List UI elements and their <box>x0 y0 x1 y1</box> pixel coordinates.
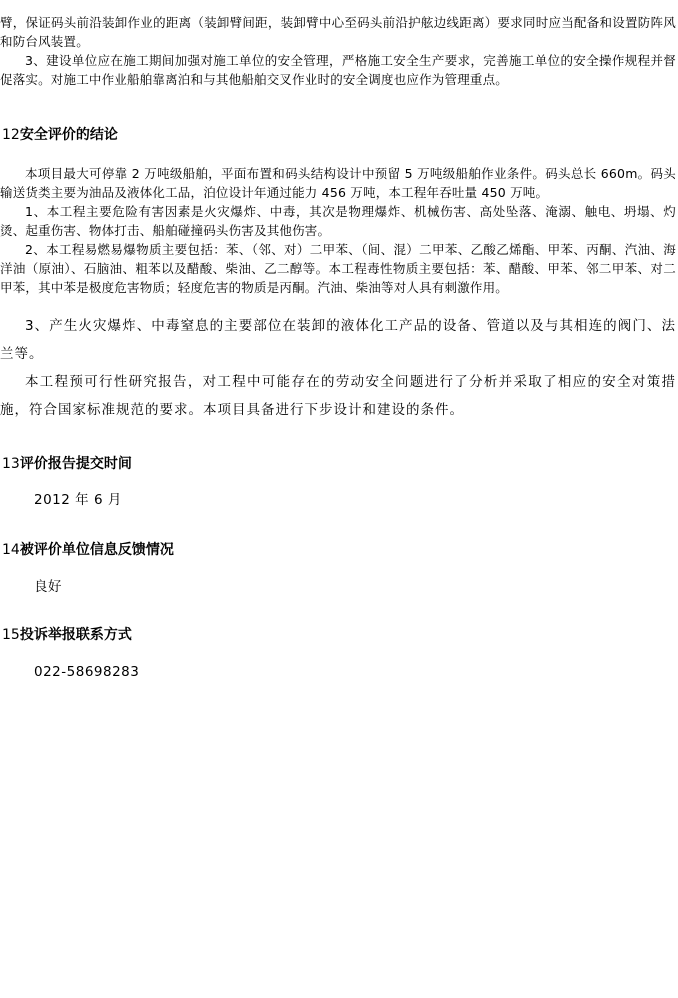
section-title: 评价报告提交时间 <box>19 456 132 472</box>
paragraph-construction-safety: 3、建设单位应在施工期间加强对施工单位的安全管理，严格施工安全生产要求，完善施工单位的安全操作规程并督促落实。对施工中作业船舶靠离泊和与其他船舶交叉作业时的安全调度也应作为管理重点。 <box>0 53 676 87</box>
section-number: 13 <box>2 456 20 472</box>
section-title: 被评价单位信息反馈情况 <box>19 542 174 558</box>
section-title: 安全评价的结论 <box>19 127 118 143</box>
complaint-phone-number: 022-58698283 <box>34 664 140 680</box>
section-number: 12 <box>2 127 20 143</box>
section-number: 14 <box>2 542 20 558</box>
section-heading-15 <box>2 625 132 645</box>
paragraph-hazard-factors: 1、本工程主要危险有害因素是火灾爆炸、中毒，其次是物理爆炸、机械伤害、高处坠落、淹溺、触电、坍塌、灼烫、起重伤害、物体打击、船舶碰撞码头伤害及其他伤害。 <box>0 204 676 238</box>
paragraph-main-risk-locations: 3、产生火灾爆炸、中毒窒息的主要部位在装卸的液体化工产品的设备、管道以及与其相连的阀门、法兰等。 <box>0 318 676 362</box>
section-heading-14 <box>2 540 174 560</box>
section-title: 投诉举报联系方式 <box>19 627 132 643</box>
section-heading-12 <box>2 125 118 145</box>
paragraph-loading-arm-spacing: 臂，保证码头前沿装卸作业的距离（装卸臂间距，装卸臂中心至码头前沿护舷边线距离）要求同时应当配备和设置防阵风和防台风装置。 <box>0 15 676 49</box>
paragraph-project-overview: 本项目最大可停靠 2 万吨级船舶，平面布置和码头结构设计中预留 5 万吨级船舶作业条件。码头总长 660m。码头输送货类主要为油品及液体化工品，泊位设计年通过能力 456 万吨，本工程年吞吐量 450 万吨。 <box>0 166 676 200</box>
section-number: 15 <box>2 627 20 643</box>
report-submission-date: 2012 年 6 月 <box>34 492 122 508</box>
feedback-status: 良好 <box>34 579 62 595</box>
paragraph-hazardous-substances: 2、本工程易燃易爆物质主要包括：苯、（邻、对）二甲苯、（间、混）二甲苯、乙酸乙烯酯、甲苯、丙酮、汽油、海洋油（原油）、石脑油、粗苯以及醋酸、柴油、乙二醇等。本工程毒性物质主要包括：苯、醋酸、甲苯、邻二甲苯、对二甲苯，其中苯是极度危害物质；轻度危害的物质是丙酮。汽油、柴油等对人具有刺激作用。 <box>0 242 676 295</box>
section-heading-13 <box>2 454 132 474</box>
paragraph-conclusion: 本工程预可行性研究报告，对工程中可能存在的劳动安全问题进行了分析并采取了相应的安全对策措施，符合国家标准规范的要求。本项目具备进行下步设计和建设的条件。 <box>0 374 676 418</box>
